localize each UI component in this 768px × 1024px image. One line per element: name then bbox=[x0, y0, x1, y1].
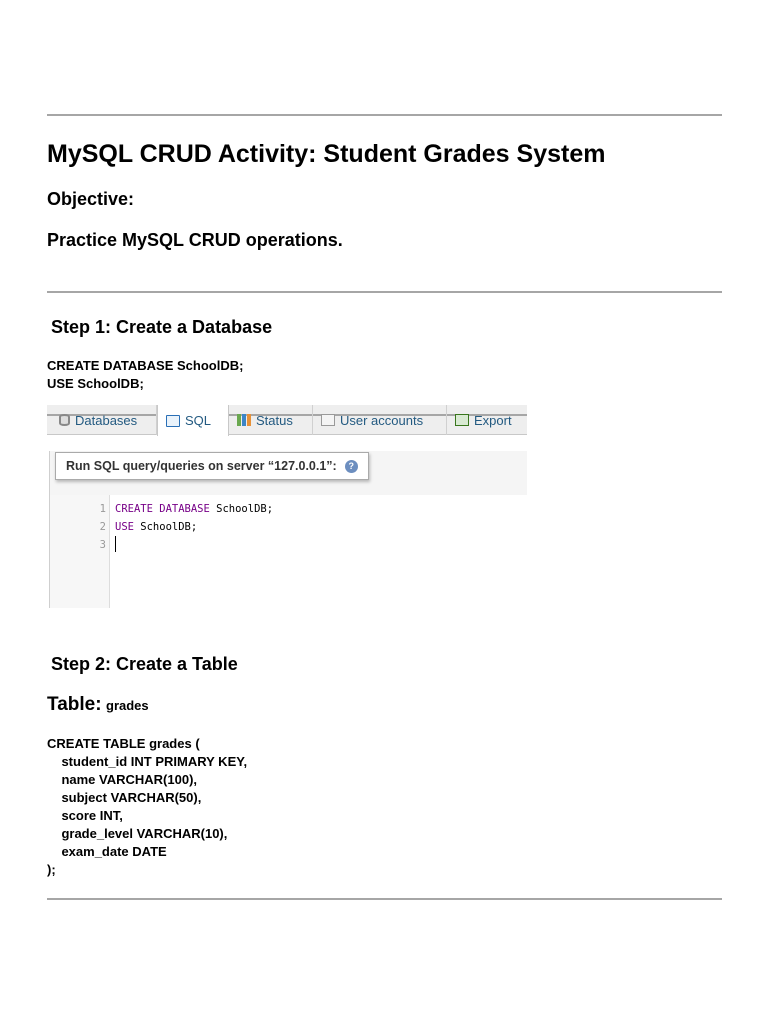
user-accounts-icon bbox=[321, 414, 335, 426]
help-icon[interactable]: ? bbox=[345, 460, 358, 473]
line-number: 2 bbox=[99, 521, 106, 533]
sql-panel-legend bbox=[55, 452, 369, 480]
code-line bbox=[115, 503, 273, 515]
line-number-gutter bbox=[50, 495, 110, 608]
divider bbox=[47, 114, 722, 116]
tab-export[interactable] bbox=[447, 405, 527, 435]
tab-user-accounts[interactable] bbox=[313, 405, 447, 435]
document-title: MySQL CRUD Activity: Student Grades System bbox=[47, 140, 606, 168]
sql-keyword: CREATE DATABASE bbox=[115, 503, 210, 515]
text-cursor bbox=[115, 536, 116, 552]
tab-status[interactable] bbox=[229, 405, 313, 435]
sql-icon bbox=[166, 415, 180, 427]
tab-label: Export bbox=[474, 412, 512, 428]
step1-code: CREATE DATABASE SchoolDB; USE SchoolDB; bbox=[47, 358, 244, 391]
objective-text: Practice MySQL CRUD operations. bbox=[47, 230, 343, 250]
legend-text: Run SQL query/queries on server “127.0.0.1”: bbox=[66, 459, 337, 473]
sql-text: SchoolDB; bbox=[209, 503, 274, 515]
table-label: Table: bbox=[47, 694, 102, 715]
phpmyadmin-screenshot bbox=[47, 405, 527, 608]
tab-label: Databases bbox=[75, 412, 138, 428]
objective-label: Objective: bbox=[47, 189, 135, 209]
line-number: 1 bbox=[99, 503, 106, 515]
tab-label: SQL bbox=[185, 413, 212, 428]
divider bbox=[47, 898, 722, 900]
status-icon bbox=[237, 414, 251, 426]
line-number: 3 bbox=[99, 539, 106, 551]
tab-label: Status bbox=[256, 412, 293, 428]
divider bbox=[47, 291, 722, 293]
step1-heading: Step 1: Create a Database bbox=[51, 317, 273, 337]
step2-heading: Step 2: Create a Table bbox=[51, 654, 238, 674]
database-icon bbox=[59, 414, 70, 426]
tab-sql[interactable] bbox=[157, 405, 229, 436]
tab-label: User accounts bbox=[340, 412, 424, 428]
sql-text: SchoolDB; bbox=[133, 521, 198, 533]
sql-keyword: USE bbox=[115, 521, 134, 533]
tab-bar bbox=[47, 405, 527, 435]
code-line bbox=[115, 521, 197, 533]
step2-code: CREATE TABLE grades ( student_id INT PRIMARY KEY, name VARCHAR(100), subject VARCHAR(50), score INT, grade_level VARCHAR(10), exam_date DATE ); bbox=[47, 736, 248, 877]
table-name-line bbox=[47, 694, 149, 716]
tab-databases[interactable] bbox=[51, 405, 157, 435]
sql-editor[interactable] bbox=[50, 495, 527, 608]
table-name: grades bbox=[106, 698, 149, 713]
export-icon bbox=[455, 414, 469, 426]
